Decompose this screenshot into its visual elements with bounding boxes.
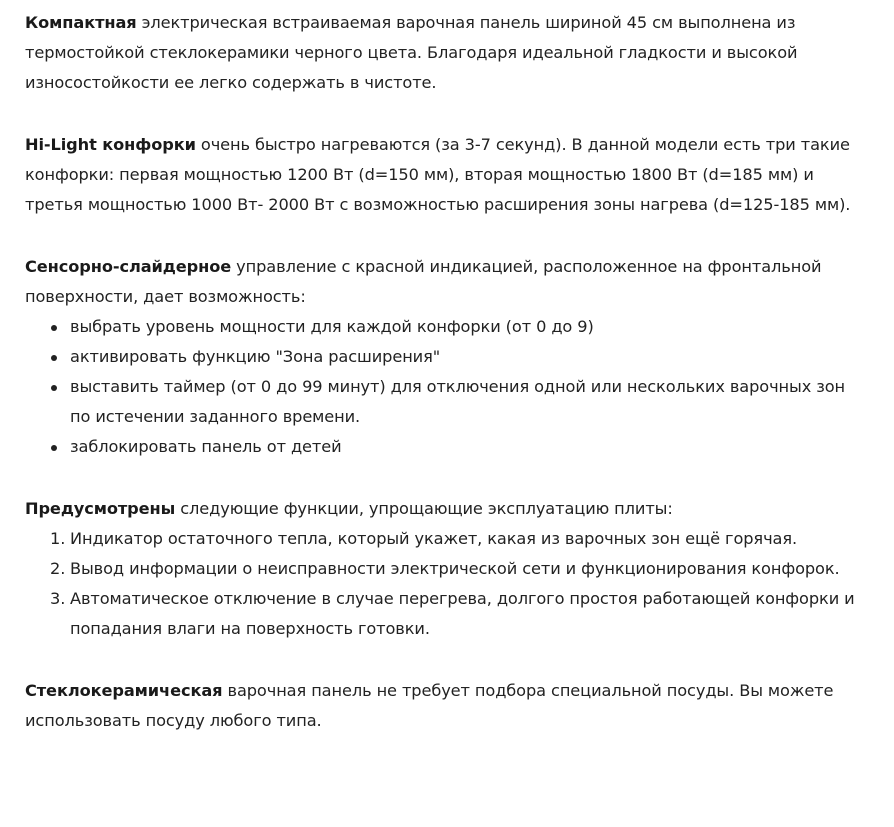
list-item-text: Вывод информации о неисправности электрической сети и функционирования конфорок. (70, 559, 840, 578)
list-item (70, 432, 860, 462)
paragraph-hilight (25, 130, 860, 220)
list-item-text: выбрать уровень мощности для каждой конфорки (от 0 до 9) (70, 317, 594, 336)
list-item (50, 524, 860, 554)
list-item-text: Автоматическое отключение в случае перегрева, долгого простоя работающей конфорки и попадания влаги на поверхность готовки. (70, 589, 855, 638)
paragraph-text: управление с красной индикацией, расположенное на фронтальной поверхности, дает возможность: (25, 257, 822, 306)
spacer (25, 220, 860, 252)
spacer (25, 462, 860, 494)
paragraph-features (25, 494, 860, 524)
bullet-icon (51, 445, 57, 451)
spacer (25, 98, 860, 130)
list-item (50, 584, 860, 644)
list-item (70, 342, 860, 372)
list-item (50, 554, 860, 584)
paragraph-text: очень быстро нагреваются (за 3-7 секунд). В данной модели есть три такие конфорки: первая мощностью 1200 Вт (d=150 мм), вторая мощностью 1800 Вт (d=185 мм) и третья мощностью 1000 Вт- 2000 Вт с возможностью расширения зоны нагрева (d=125-185 мм). (25, 135, 851, 214)
paragraph-lead: Стеклокерамическая (25, 681, 223, 700)
bullet-icon (51, 355, 57, 361)
paragraph-glass-ceramic (25, 676, 860, 736)
list-item-text: активировать функцию "Зона расширения" (70, 347, 441, 366)
list-item (70, 372, 860, 432)
list-item-text: Индикатор остаточного тепла, который укажет, какая из варочных зон ещё горячая. (70, 529, 798, 548)
list-item-text: заблокировать панель от детей (70, 437, 342, 456)
numbered-list (25, 524, 860, 644)
paragraph-compact (25, 8, 860, 98)
list-number: 1. (50, 529, 66, 548)
paragraph-text: электрическая встраиваемая варочная панель шириной 45 см выполнена из термостойкой стеклокерамики черного цвета. Благодаря идеальной гладкости и высокой износостойкости ее легко содержать в чистоте. (25, 13, 798, 92)
bullet-icon (51, 325, 57, 331)
spacer (25, 644, 860, 676)
bullet-icon (51, 385, 57, 391)
paragraph-sensor (25, 252, 860, 312)
bullet-list (25, 312, 860, 462)
paragraph-lead: Сенсорно-слайдерное (25, 257, 232, 276)
paragraph-text: следующие функции, упрощающие эксплуатацию плиты: (175, 499, 673, 518)
paragraph-lead: Hi-Light конфорки (25, 135, 196, 154)
list-number: 3. (50, 589, 66, 608)
paragraph-lead: Компактная (25, 13, 137, 32)
paragraph-text: варочная панель не требует подбора специальной посуды. Вы можете использовать посуду любого типа. (25, 681, 834, 730)
list-item-text: выставить таймер (от 0 до 99 минут) для отключения одной или нескольких варочных зон по истечении заданного времени. (70, 377, 846, 426)
list-item (70, 312, 860, 342)
list-number: 2. (50, 559, 66, 578)
paragraph-lead: Предусмотрены (25, 499, 176, 518)
